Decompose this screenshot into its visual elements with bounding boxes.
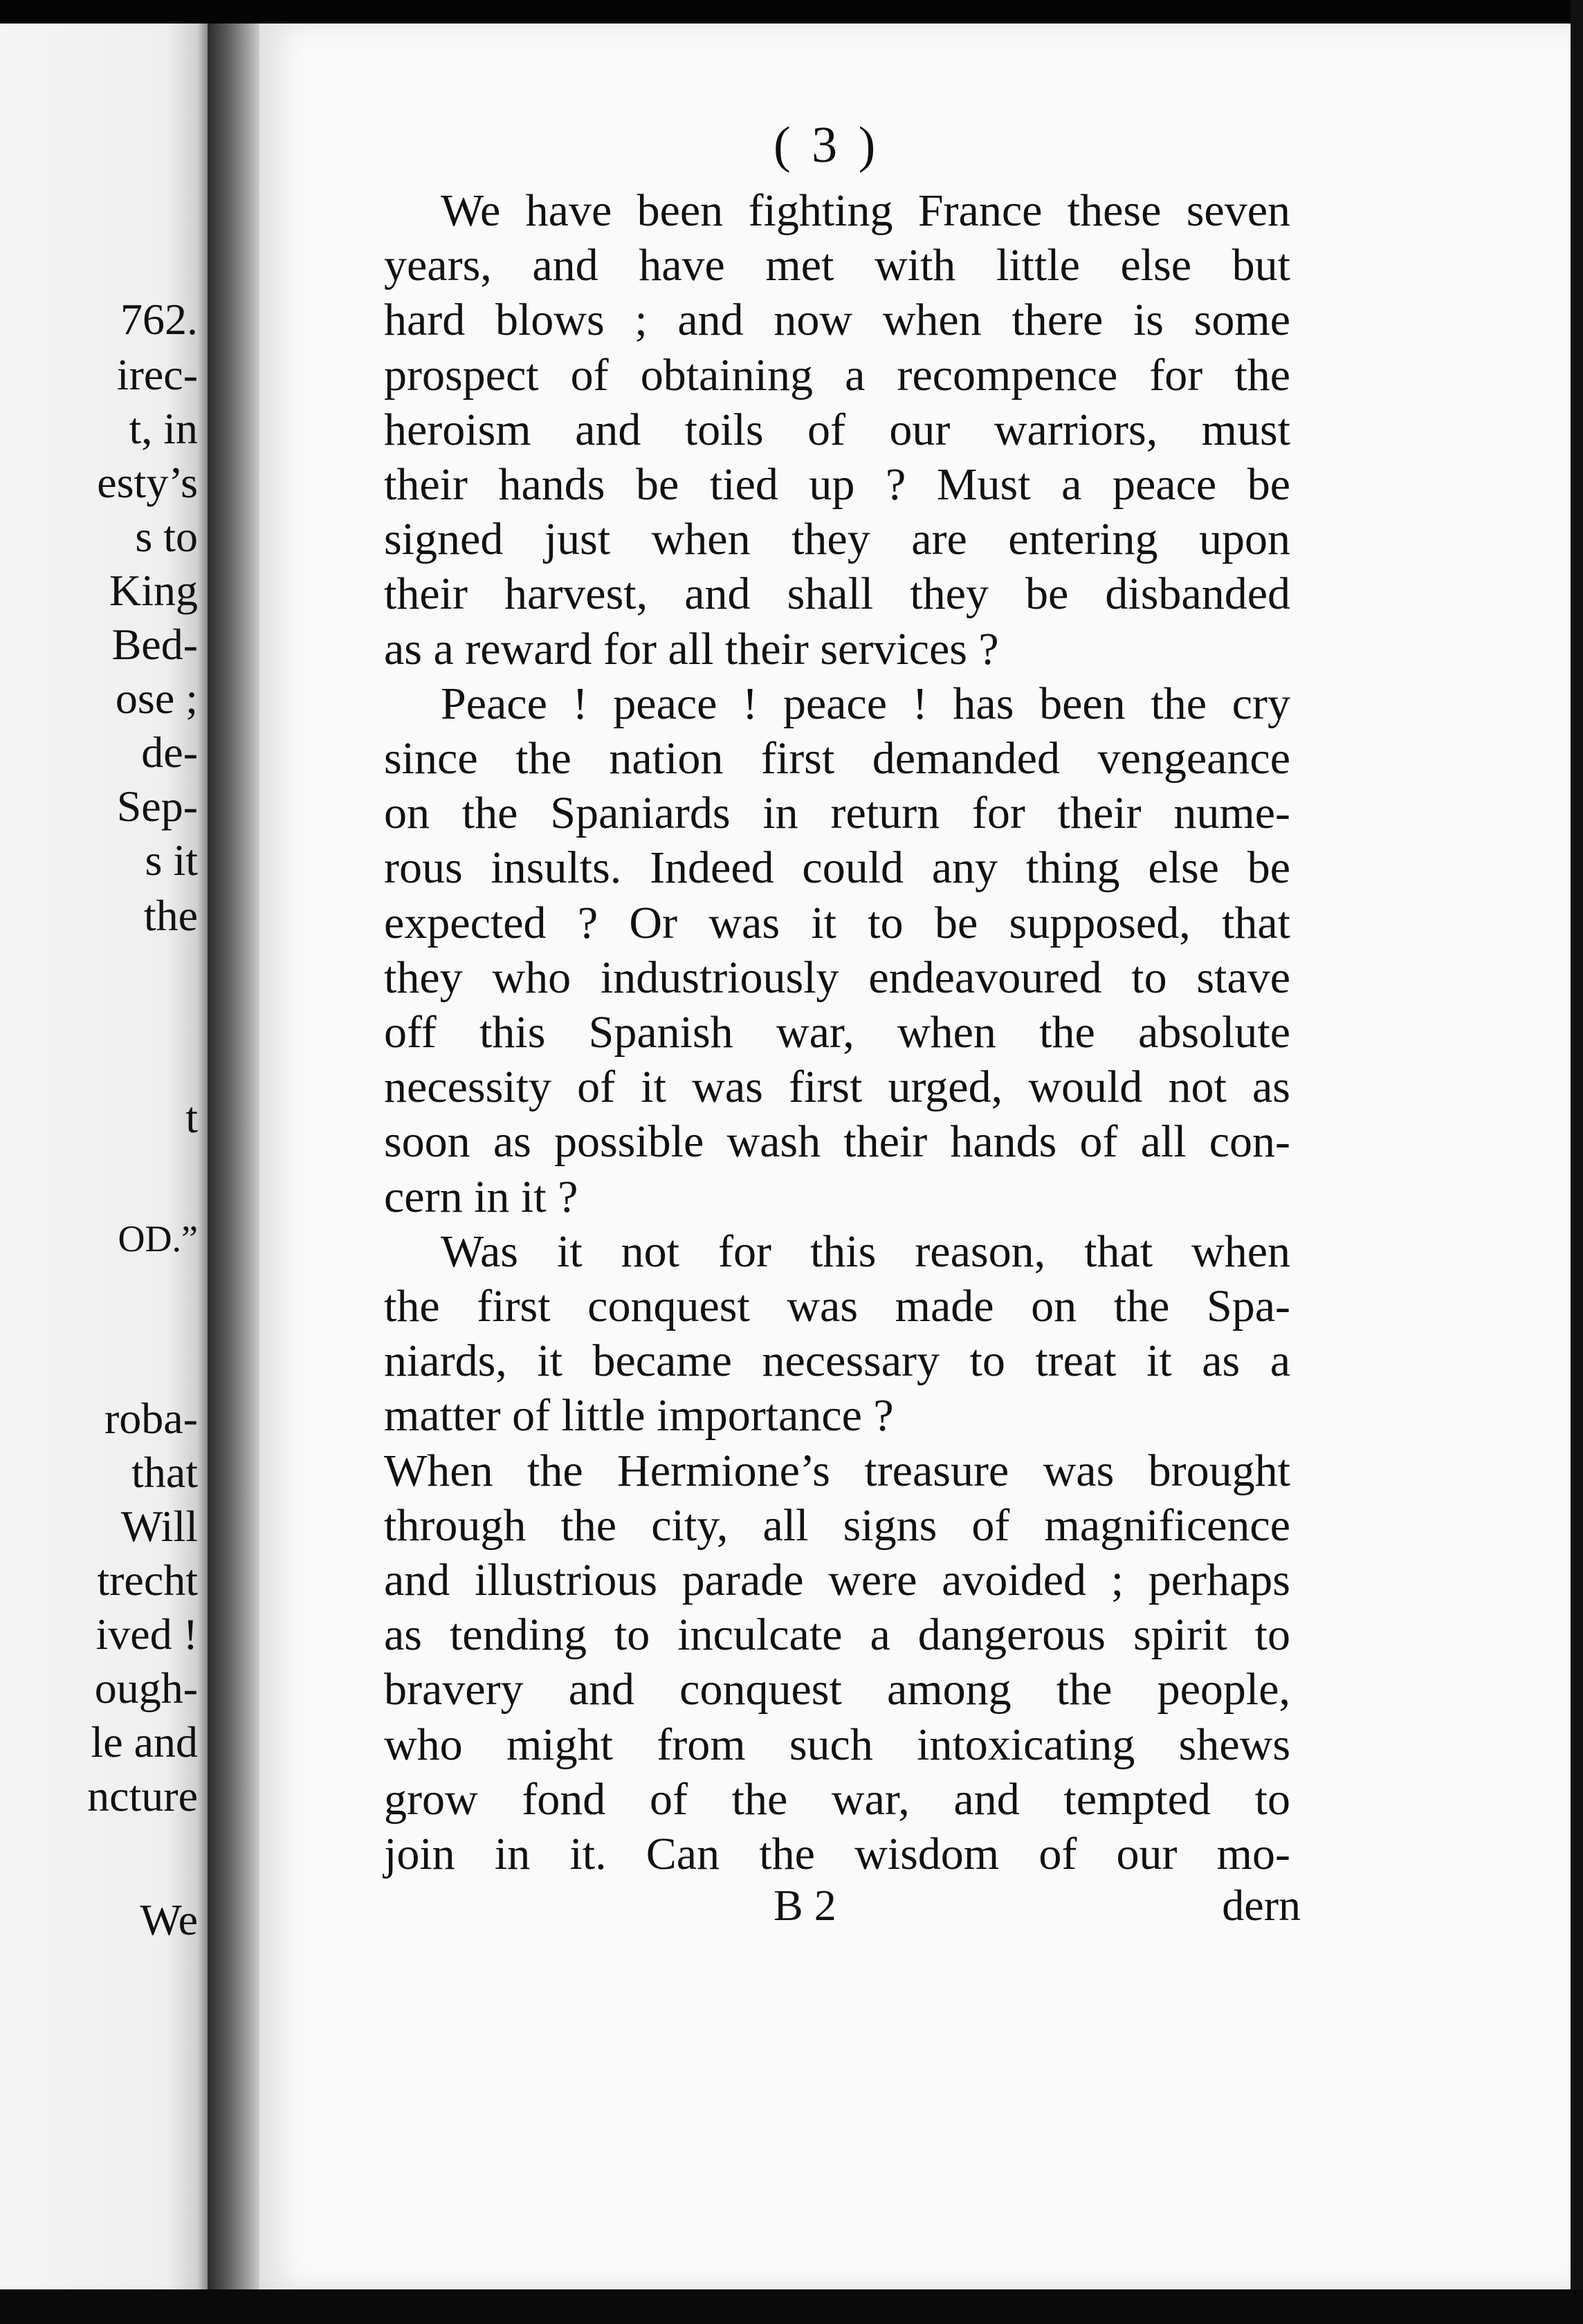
scan-bottom-border — [0, 2289, 1583, 2324]
text-line: matter of little importance ? — [384, 1390, 894, 1441]
left-line: t, in — [129, 404, 198, 453]
left-line: Bed- — [111, 620, 198, 669]
text-line: signed just when they are entering upon — [384, 514, 1290, 565]
text-line: off this Spanish war, when the absolute — [384, 1007, 1290, 1058]
text-line: bravery and conquest among the people, — [384, 1664, 1290, 1715]
text-line: the first conquest was made on the Spa- — [384, 1281, 1290, 1332]
paragraph-1 — [384, 183, 1290, 676]
text-line: We have been fighting France these seven — [441, 185, 1290, 236]
text-line: expected ? Or was it to be supposed, that — [384, 897, 1290, 948]
left-line: irec- — [116, 350, 198, 399]
left-line: the — [143, 891, 198, 940]
catchword: dern — [1222, 1881, 1301, 1930]
text-line: niards, it became necessary to treat it as a — [384, 1336, 1290, 1387]
text-line: their harvest, and shall they be disbanded — [384, 569, 1290, 620]
text-line: grow fond of the war, and tempted to — [384, 1773, 1290, 1825]
text-line: Peace ! peace ! peace ! has been the cry — [441, 678, 1290, 729]
left-line: ncture — [87, 1771, 198, 1820]
left-line: OD.” — [118, 1218, 198, 1260]
body-text — [384, 183, 1290, 1881]
previous-page-fragment — [0, 24, 208, 2299]
paragraph-3 — [384, 1224, 1290, 1444]
text-line: they who industriously endeavoured to stave — [384, 952, 1290, 1003]
page-number: ( 3 ) — [774, 117, 880, 174]
left-line: ough- — [94, 1663, 198, 1713]
left-line: de- — [141, 728, 198, 777]
text-line: necessity of it was first urged, would not as — [384, 1062, 1290, 1113]
text-line: cern in it ? — [384, 1171, 578, 1222]
book-gutter — [208, 24, 263, 2299]
text-line: join in it. Can the wisdom of our mo- — [384, 1829, 1290, 1880]
left-line: t — [185, 1093, 198, 1142]
left-line: roba- — [104, 1394, 198, 1443]
text-line: Was it not for this reason, that when — [441, 1226, 1290, 1277]
text-line: as a reward for all their services ? — [384, 623, 999, 674]
left-line: We — [140, 1895, 198, 1944]
left-line: trecht — [97, 1556, 198, 1605]
left-line: 762. — [120, 295, 198, 344]
text-line: hard blows ; and now when there is some — [384, 295, 1290, 346]
left-line: Will — [120, 1502, 198, 1551]
left-line: s it — [145, 836, 198, 885]
text-line: rous insults. Indeed could any thing else be — [384, 842, 1290, 894]
text-line: through the city, all signs of magnificence — [384, 1500, 1290, 1551]
text-line: as tending to inculcate a dangerous spirit to — [384, 1610, 1290, 1661]
left-line: King — [109, 566, 198, 615]
text-line: on the Spaniards in return for their nume- — [384, 788, 1290, 839]
signature-mark: B 2 — [774, 1881, 836, 1930]
paragraph-2 — [384, 676, 1290, 1224]
left-line: that — [131, 1448, 198, 1497]
text-line: their hands be tied up ? Must a peace be — [384, 459, 1290, 510]
left-line: ose ; — [115, 674, 198, 723]
text-line: soon as possible wash their hands of all con- — [384, 1116, 1290, 1168]
left-line: le and — [91, 1717, 198, 1767]
text-line: When the Hermione’s treasure was brought — [384, 1445, 1290, 1496]
left-line: ived ! — [95, 1610, 198, 1659]
paragraph-4 — [384, 1444, 1290, 1882]
text-line: who might from such intoxicating shews — [384, 1719, 1290, 1770]
text-line: years, and have met with little else but — [384, 240, 1290, 291]
text-line: heroism and toils of our warriors, must — [384, 404, 1290, 455]
left-line: Sep- — [116, 782, 198, 831]
left-line: s to — [135, 512, 198, 561]
text-line: and illustrious parade were avoided ; perhaps — [384, 1555, 1290, 1606]
scan-right-border — [1571, 0, 1583, 2324]
left-line: esty’s — [97, 458, 198, 507]
text-line: since the nation first demanded vengeance — [384, 733, 1290, 784]
text-line: prospect of obtaining a recompence for the — [384, 349, 1290, 400]
scan-top-border — [0, 0, 1583, 24]
